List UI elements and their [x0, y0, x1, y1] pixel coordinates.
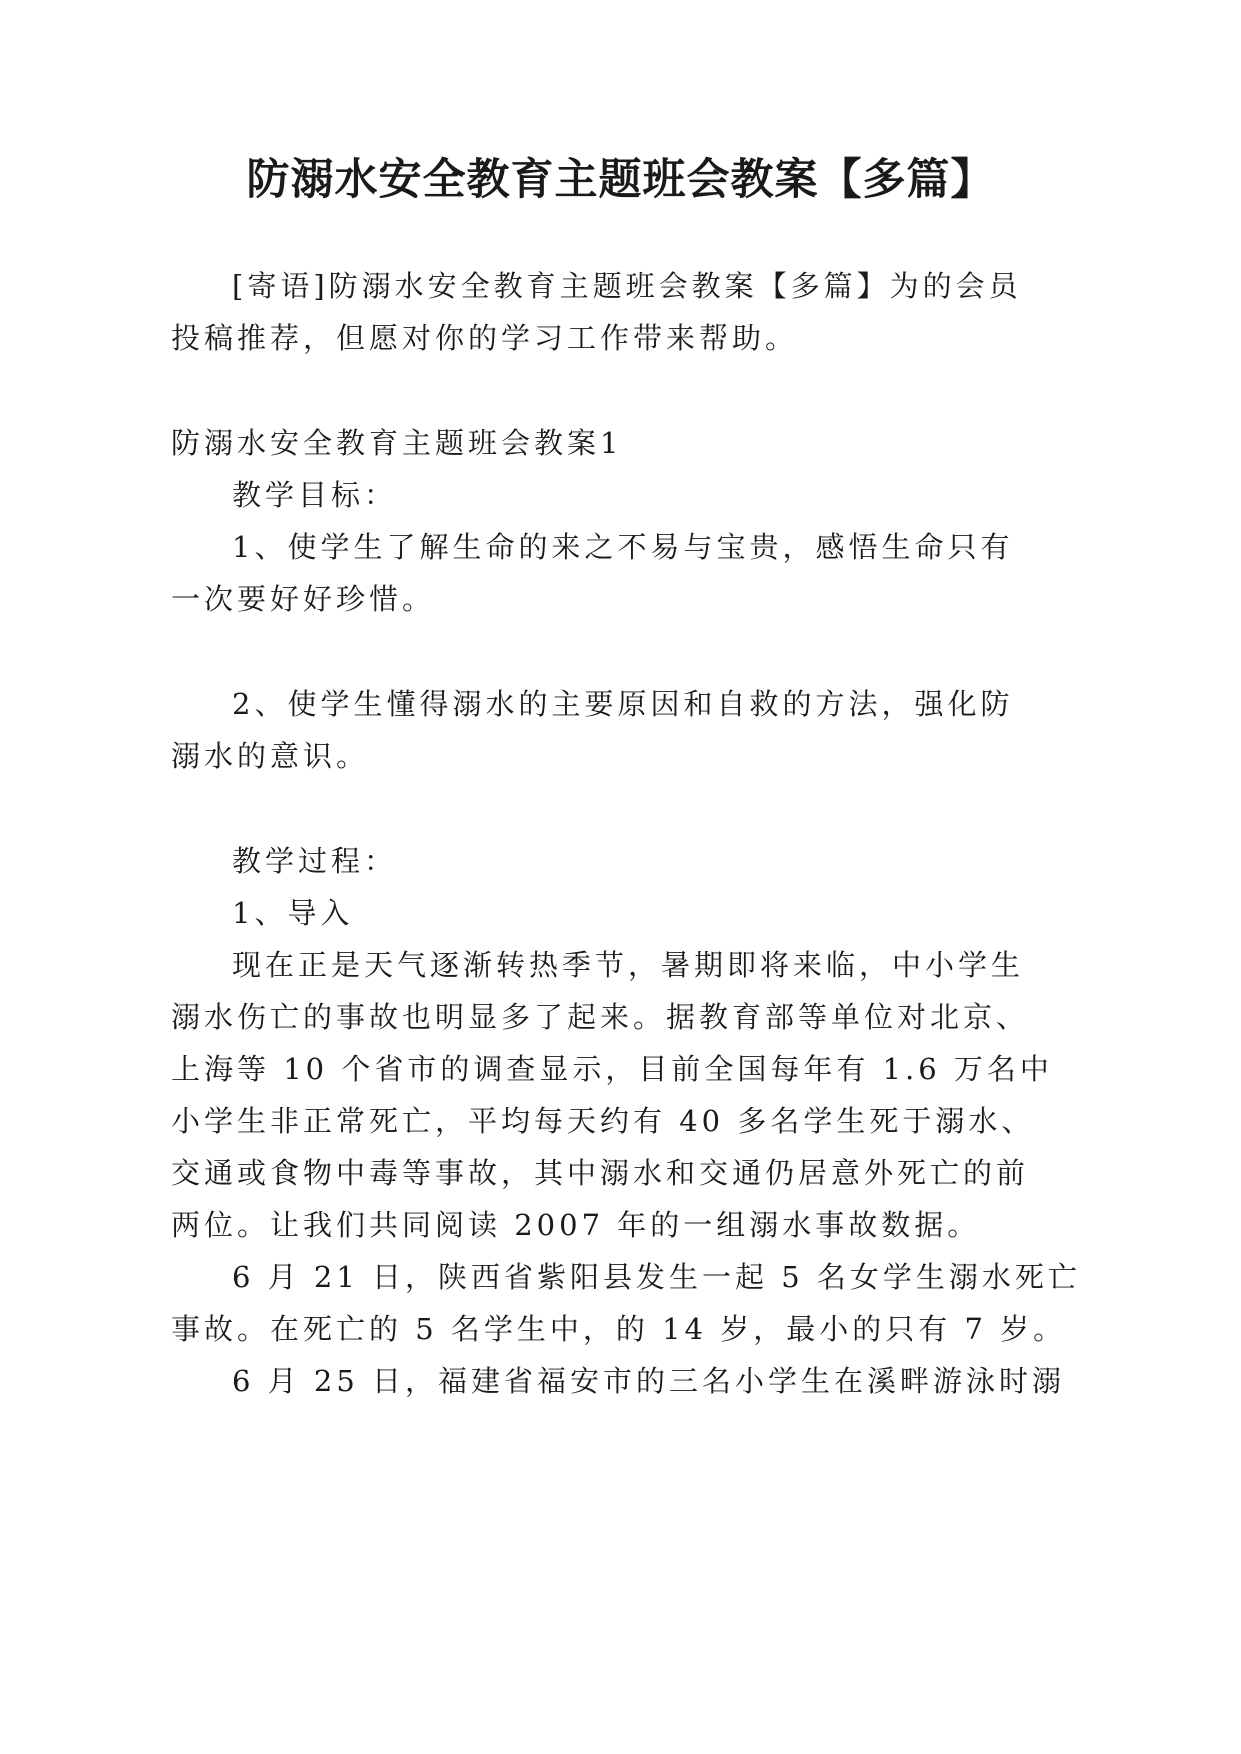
paragraph-line: 事故。在死亡的 5 名学生中，的 14 岁，最小的只有 7 岁。: [171, 1312, 1067, 1346]
intro-line-1: [寄语]防溺水安全教育主题班会教案【多篇】为的会员: [232, 269, 1022, 303]
paragraph-line: 上海等 10 个省市的调查显示，目前全国每年有 1.6 万名中: [171, 1052, 1053, 1086]
section-heading: 防溺水安全教育主题班会教案1: [171, 426, 623, 460]
paragraph-line: 教学过程：: [232, 844, 398, 878]
paragraph-line: 溺水伤亡的事故也明显多了起来。据教育部等单位对北京、: [171, 1000, 1030, 1034]
intro-line-2: 投稿推荐，但愿对你的学习工作带来帮助。: [171, 321, 799, 355]
paragraph-line: 6 月 25 日，福建省福安市的三名小学生在溪畔游泳时溺: [232, 1364, 1066, 1398]
paragraph-line: 两位。让我们共同阅读 2007 年的一组溺水事故数据。: [171, 1208, 981, 1242]
paragraph-line: 现在正是天气逐渐转热季节，暑期即将来临，中小学生: [232, 948, 1025, 982]
paragraph-line: 2、使学生懂得溺水的主要原因和自救的方法，强化防: [232, 687, 1014, 721]
paragraph-line: 交通或食物中毒等事故，其中溺水和交通仍居意外死亡的前: [171, 1156, 1030, 1190]
paragraph-line: 1、导入: [232, 896, 354, 930]
paragraph-line: 小学生非正常死亡，平均每天约有 40 多名学生死于溺水、: [171, 1104, 1035, 1138]
document-title: 防溺水安全教育主题班会教案【多篇】: [246, 155, 995, 205]
paragraph-line: 6 月 21 日，陕西省紫阳县发生一起 5 名女学生溺水死亡: [232, 1260, 1081, 1294]
paragraph-line: 1、使学生了解生命的来之不易与宝贵，感悟生命只有: [232, 530, 1014, 564]
paragraph-line: 溺水的意识。: [171, 739, 370, 773]
paragraph-line: 教学目标：: [232, 478, 398, 512]
paragraph-line: 一次要好好珍惜。: [171, 582, 436, 616]
